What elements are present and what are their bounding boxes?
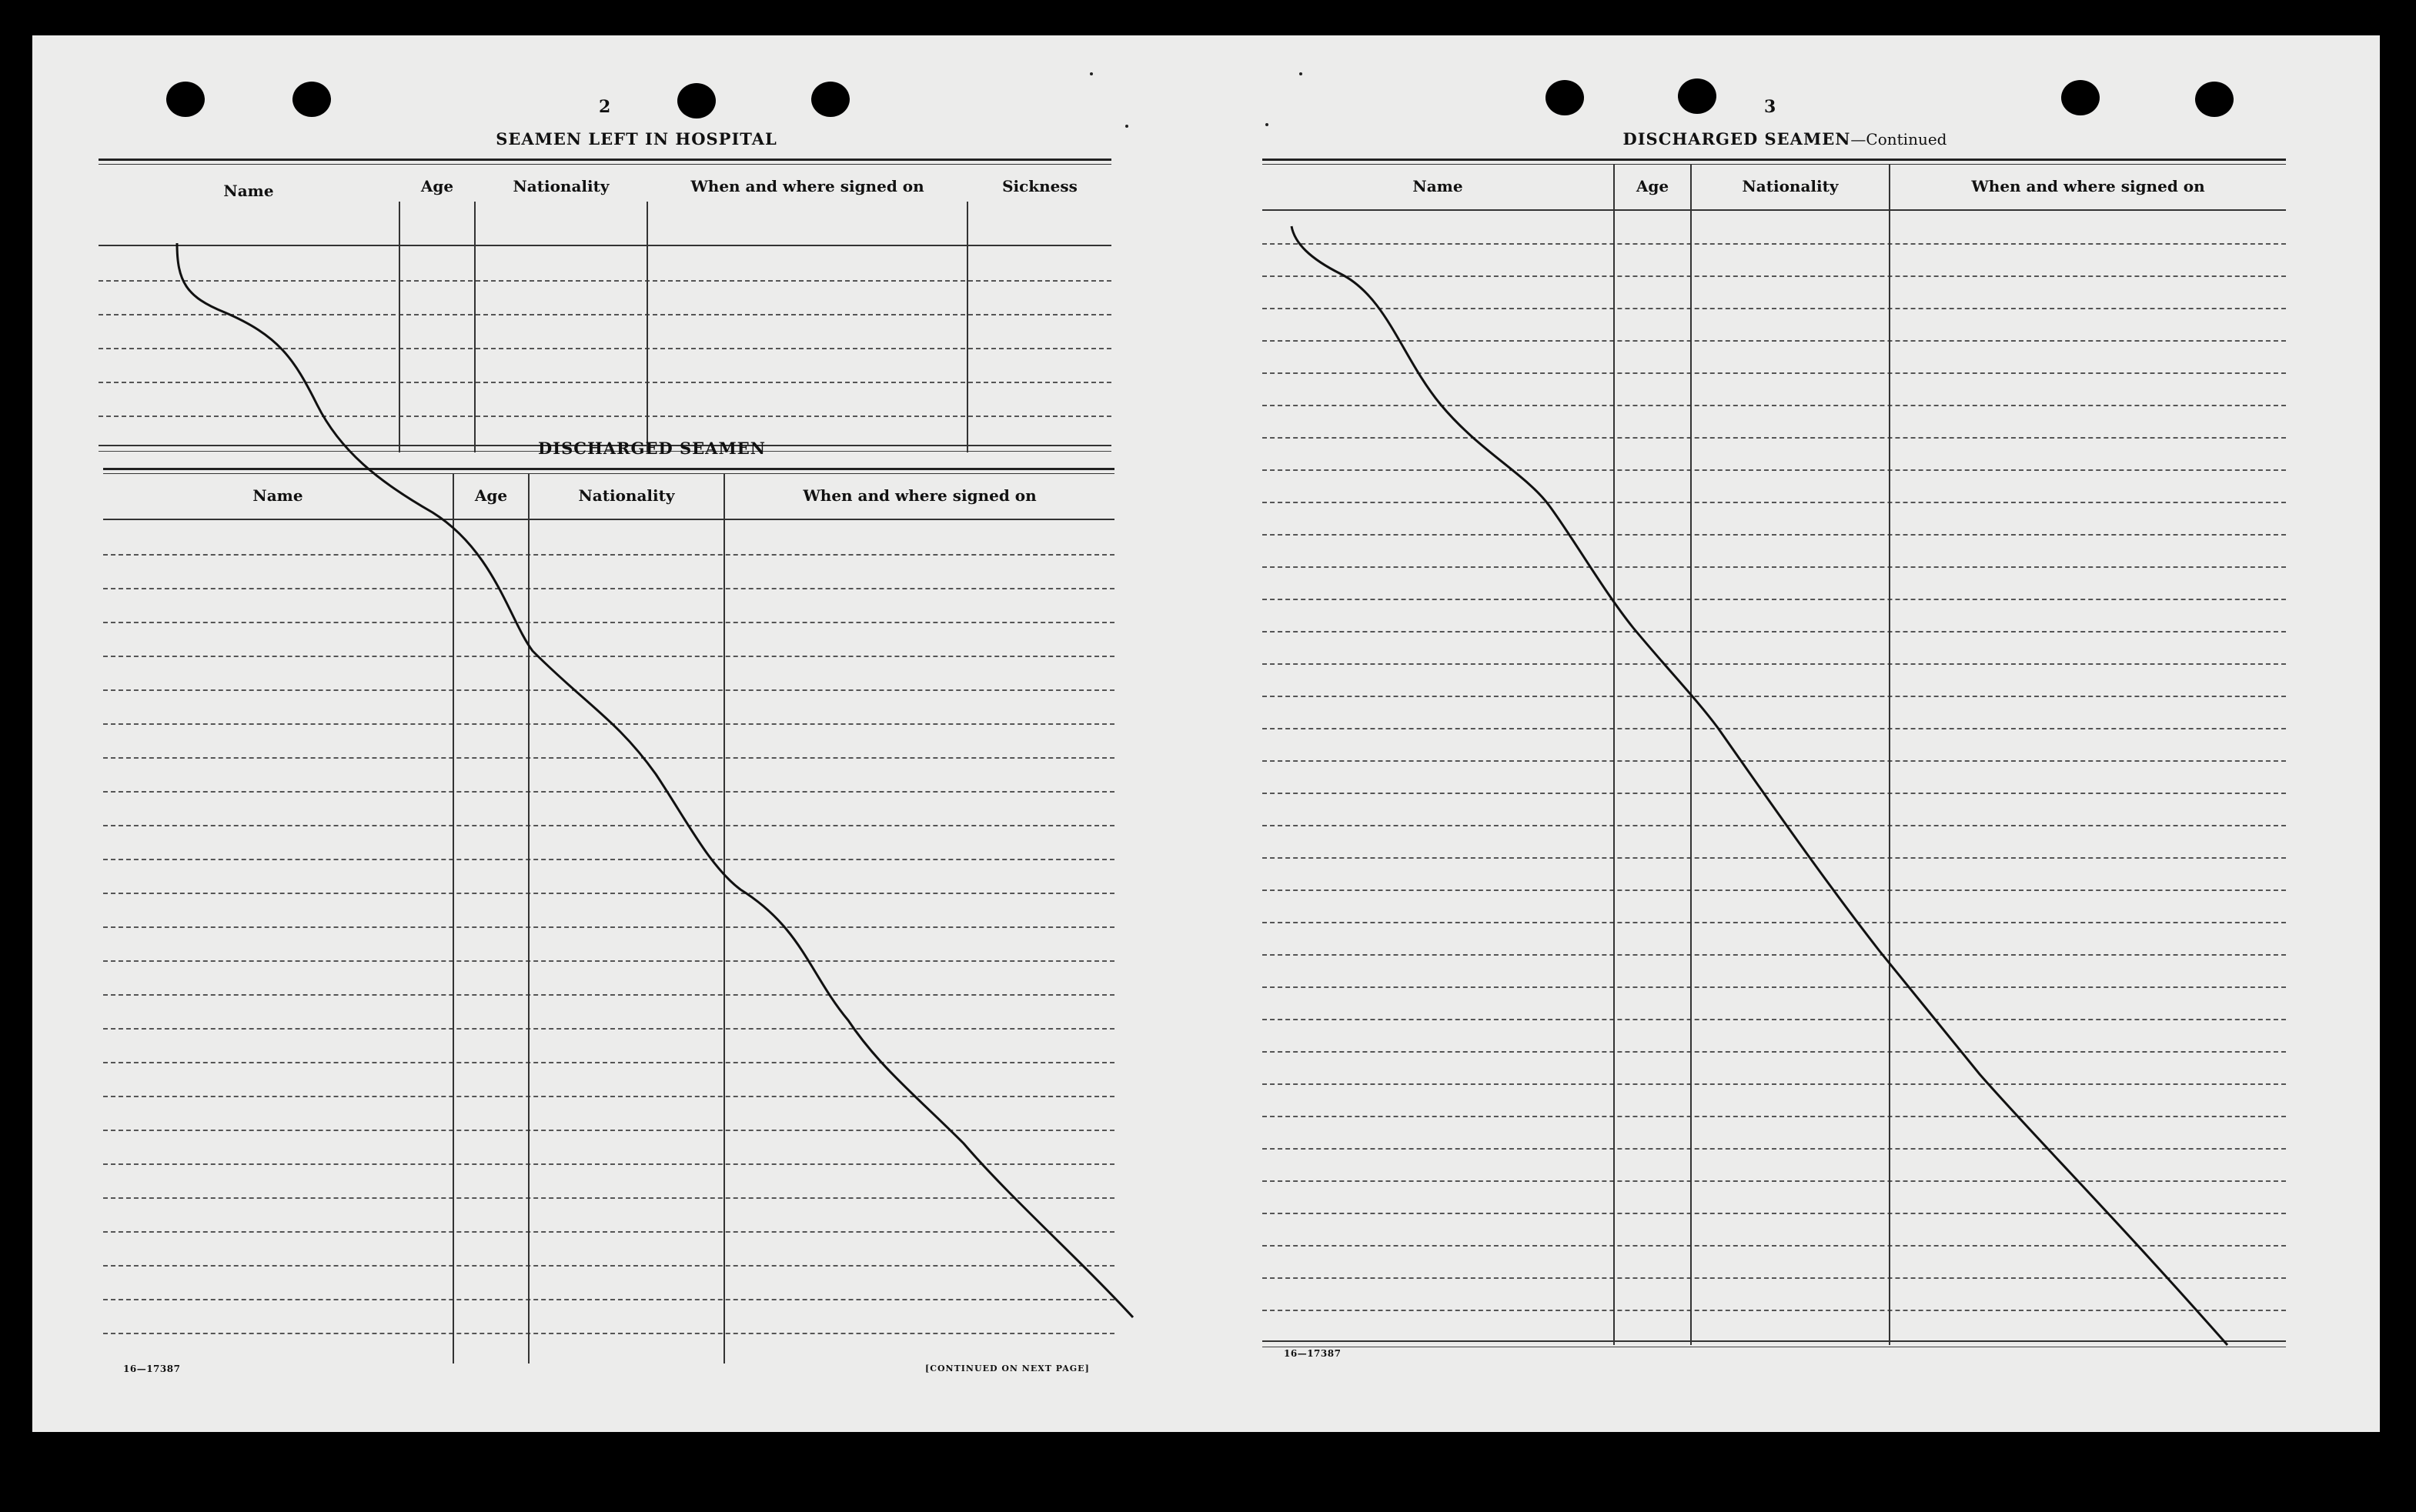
page-number-right: 3 (1764, 97, 1776, 117)
continued-note: [CONTINUED ON NEXT PAGE] (925, 1363, 1090, 1373)
column-header-signed-on: When and where signed on (1971, 177, 2205, 195)
column-header-nationality: Nationality (513, 177, 610, 195)
form-number-right: 16—17387 (1284, 1348, 1342, 1359)
discharged-continued-suffix: —Continued (1850, 130, 1947, 149)
hospital-section-title: SEAMEN LEFT IN HOSPITAL (496, 129, 777, 149)
form-number-left: 16—17387 (123, 1363, 181, 1374)
column-header-nationality: Nationality (578, 486, 675, 505)
pen-strike-through (32, 35, 2380, 1432)
column-header-signed-on: When and where signed on (803, 486, 1037, 505)
left-page-strike-line (177, 243, 1133, 1317)
discharged-section-title: DISCHARGED SEAMEN (538, 439, 766, 458)
right-page-strike-line (1292, 226, 2227, 1345)
column-header-signed-on: When and where signed on (690, 177, 924, 195)
column-header-nationality: Nationality (1742, 177, 1839, 195)
column-header-name: Name (252, 486, 303, 505)
column-header-age: Age (420, 177, 454, 195)
column-header-age: Age (1636, 177, 1669, 195)
discharged-continued-title-main: DISCHARGED SEAMEN (1622, 129, 1851, 149)
column-header-name: Name (1412, 177, 1463, 195)
column-header-age: Age (474, 486, 508, 505)
column-header-sickness: Sickness (1002, 177, 1078, 195)
column-header-name: Name (223, 182, 274, 200)
document-sheet (32, 35, 2380, 1432)
page-number-left: 2 (599, 97, 611, 117)
